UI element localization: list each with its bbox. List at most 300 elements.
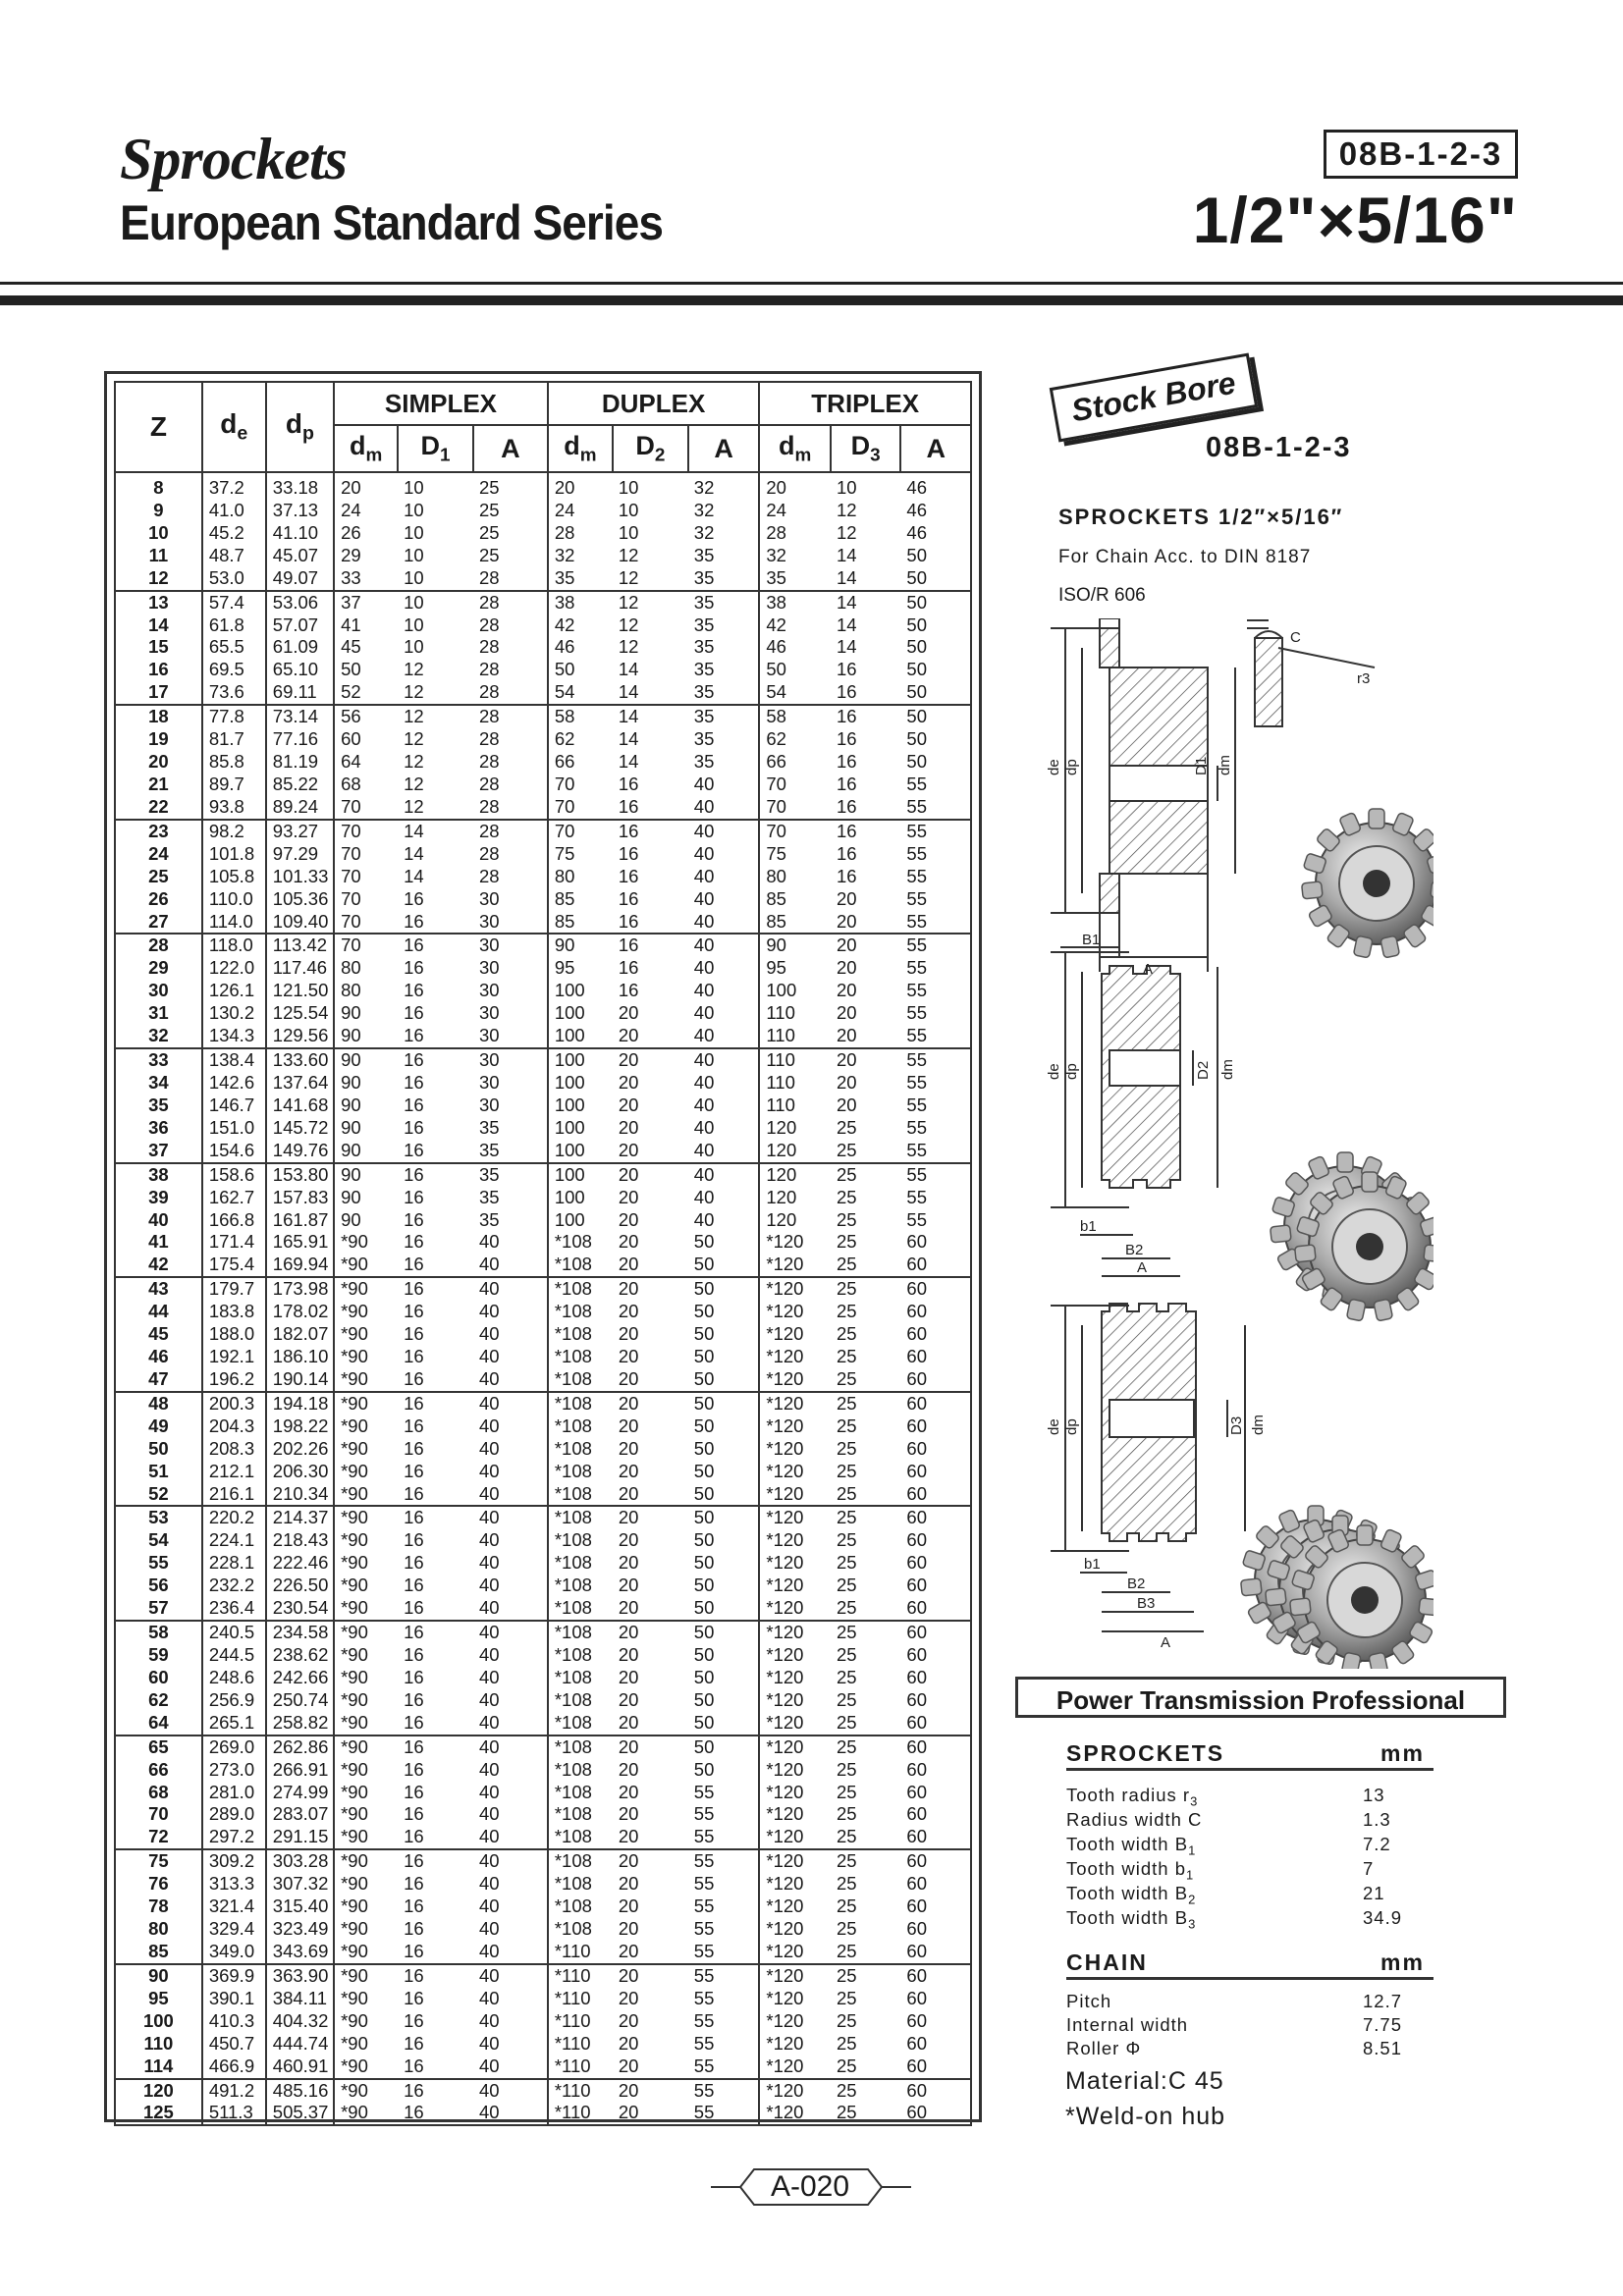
chain-properties	[1066, 1991, 1434, 2061]
sub-header-2: A	[473, 425, 548, 472]
cell: 40	[688, 980, 760, 1002]
cell: 70	[334, 820, 398, 843]
table-row	[115, 1826, 971, 1849]
cell: *120	[759, 1483, 831, 1507]
triplex-sprocket-photo	[1290, 1525, 1434, 1669]
cell: 236.4	[202, 1597, 266, 1621]
side-heading: SPROCKETS 1/2″×5/16″	[1058, 505, 1344, 529]
cell: 40	[473, 1941, 548, 1964]
cell: 60	[900, 2102, 971, 2125]
cell: *90	[334, 1461, 398, 1483]
cell: 20	[618, 2032, 639, 2054]
cell-z: 27	[115, 911, 202, 934]
cell: 60	[900, 1873, 971, 1896]
cell: 54	[759, 681, 831, 705]
cell: 12	[618, 544, 639, 565]
cell: *120	[759, 1644, 831, 1667]
cell: 25	[831, 1254, 900, 1277]
cell: 40	[473, 2102, 548, 2125]
cell: 60	[900, 1735, 971, 1759]
cell-z: 59	[115, 1644, 202, 1667]
cell: *108	[548, 1552, 613, 1575]
table-row	[115, 636, 971, 659]
cell: 35	[688, 659, 760, 681]
cell: 60	[900, 1849, 971, 1873]
cell: *120	[759, 1803, 831, 1826]
cell: 40	[473, 1438, 548, 1461]
cell: 12	[618, 636, 639, 658]
cell: 46	[900, 500, 971, 522]
cell: 323.49	[266, 1918, 334, 1941]
property-row	[1066, 1785, 1434, 1809]
cell: *90	[334, 1552, 398, 1575]
cell: 274.99	[266, 1782, 334, 1804]
table-row	[115, 1438, 971, 1461]
cell: 50	[688, 1415, 760, 1438]
cell: 40	[473, 2033, 548, 2056]
cell: *90	[334, 1918, 398, 1941]
cell: 146.7	[202, 1095, 266, 1117]
cell: 16	[398, 1025, 473, 1048]
cell: 20	[618, 1622, 639, 1643]
cell: 20	[618, 1552, 639, 1574]
cell: 202.26	[266, 1438, 334, 1461]
cell-z: 58	[115, 1621, 202, 1644]
table-row	[115, 1918, 971, 1941]
cell: 28	[473, 614, 548, 637]
cell: 100	[548, 980, 613, 1002]
cell: 50	[688, 1483, 760, 1507]
cell: *90	[334, 1323, 398, 1346]
cell: 40	[473, 1689, 548, 1712]
cell: 50	[900, 659, 971, 681]
property-name: Tooth radius $r_3$	[1066, 1785, 1199, 1809]
cell: 70	[548, 820, 613, 843]
cell: 28	[473, 591, 548, 614]
cell: 50	[688, 1597, 760, 1621]
cell: 166.8	[202, 1209, 266, 1232]
cell: 307.32	[266, 1873, 334, 1896]
cell: 258.82	[266, 1712, 334, 1735]
cell: 242.66	[266, 1667, 334, 1689]
cell: 20	[613, 2056, 688, 2079]
cell: 30	[473, 980, 548, 1002]
cell: 16	[404, 1231, 424, 1253]
cell-z: 32	[115, 1025, 202, 1048]
cell: 55	[900, 1140, 971, 1163]
cell: 41	[334, 614, 398, 637]
cell: 450.7	[202, 2033, 266, 2056]
table-row	[115, 2102, 971, 2125]
cell: 14	[618, 706, 639, 727]
cell: 35	[688, 545, 760, 567]
cell: 10	[836, 477, 857, 498]
cell-z: 44	[115, 1301, 202, 1323]
cell: 25	[836, 1163, 857, 1185]
weld-on-hub-note: *Weld-on hub	[1065, 2103, 1226, 2130]
cell: 60	[900, 1483, 971, 1507]
table-row	[115, 1941, 971, 1964]
cell: 20	[836, 980, 857, 1001]
cell-z: 38	[115, 1163, 202, 1187]
cell: 24	[334, 500, 398, 522]
cell: 50	[688, 1552, 760, 1575]
cell-z: 20	[115, 751, 202, 774]
cell: 153.80	[266, 1163, 334, 1187]
cell: 28	[473, 728, 548, 751]
cell: 40	[473, 1735, 548, 1759]
cell: 101.33	[266, 866, 334, 888]
cell: *90	[334, 1988, 398, 2010]
cell: 28	[473, 681, 548, 705]
cell: 60	[900, 1552, 971, 1575]
table-row	[115, 774, 971, 796]
cell: 40	[473, 1712, 548, 1735]
cell: 133.60	[266, 1048, 334, 1072]
property-value: 7	[1363, 1858, 1375, 1879]
cell: 50	[688, 1254, 760, 1277]
cell: *120	[759, 1941, 831, 1964]
label-dp-3: dp	[1063, 1418, 1080, 1435]
cell: 40	[688, 1025, 760, 1048]
cell: 46	[759, 636, 831, 659]
cell: 50	[688, 1323, 760, 1346]
chain-unit: mm	[1380, 1949, 1425, 1975]
label-dm-1: dm	[1217, 755, 1233, 775]
cell: 55	[900, 1095, 971, 1117]
cell-z: 36	[115, 1117, 202, 1140]
cell: 20	[618, 1803, 639, 1825]
cell: *90	[334, 1277, 398, 1301]
table-row	[115, 1117, 971, 1140]
cell-z: 80	[115, 1918, 202, 1941]
cell: 50	[900, 636, 971, 659]
cell: 16	[404, 1002, 424, 1024]
cell: 58	[548, 705, 613, 728]
cell: 20	[618, 1323, 639, 1345]
label-r3: r3	[1357, 670, 1371, 687]
cell: 151.0	[202, 1117, 266, 1140]
cell: *120	[759, 1689, 831, 1712]
cell: 35	[688, 591, 760, 614]
cell: 60	[900, 1597, 971, 1621]
cell: 50	[900, 705, 971, 728]
table-row	[115, 1483, 971, 1507]
cell: *120	[759, 1667, 831, 1689]
cell: 101.8	[202, 843, 266, 866]
table-row	[115, 934, 971, 957]
cell: 50	[900, 728, 971, 751]
cell: 20	[618, 1460, 639, 1481]
cell: *90	[334, 2102, 398, 2125]
cell: 16	[404, 1460, 424, 1481]
header-duplex: DUPLEX	[548, 382, 760, 425]
cell: 16	[404, 1758, 424, 1780]
cell: 20	[618, 1163, 639, 1185]
cell: 105.36	[266, 888, 334, 911]
table-row	[115, 1301, 971, 1323]
cell: 60	[900, 1667, 971, 1689]
page-subtitle: European Standard Series	[120, 195, 664, 250]
cell: *110	[548, 1988, 613, 2010]
cell: 20	[831, 1025, 900, 1048]
cell: 95	[759, 957, 831, 980]
table-row	[115, 1163, 971, 1187]
table-row	[115, 1552, 971, 1575]
table-row	[115, 1712, 971, 1735]
cell: 16	[404, 1392, 424, 1414]
property-name: Tooth width $b_1$	[1066, 1858, 1195, 1883]
cell-z: 37	[115, 1140, 202, 1163]
cell: 58	[759, 705, 831, 728]
cell: 55	[688, 1873, 760, 1896]
property-value: 8.51	[1363, 2038, 1403, 2058]
cell: *120	[759, 2056, 831, 2079]
cell: 46	[548, 636, 613, 659]
cell: 50	[688, 1392, 760, 1415]
cell: *108	[548, 1896, 613, 1918]
cell: 248.6	[202, 1667, 266, 1689]
cell: 53.06	[266, 591, 334, 614]
label-de-2: de	[1046, 1063, 1062, 1080]
cell: 100	[548, 1002, 613, 1025]
cell: 28	[548, 522, 613, 545]
table-row	[115, 1095, 971, 1117]
cell: 35	[473, 1187, 548, 1209]
cell: 10	[404, 636, 424, 658]
cell: 25	[836, 1392, 857, 1414]
cell: 40	[688, 1048, 760, 1072]
cell: 28	[473, 796, 548, 820]
sub-header-3: $d_m$	[548, 425, 613, 472]
cell: 16	[404, 2009, 424, 2031]
cell: 30	[473, 934, 548, 957]
cell: 55	[900, 911, 971, 934]
cell: 16	[404, 1850, 424, 1872]
cell: 173.98	[266, 1277, 334, 1301]
cell: 157.83	[266, 1187, 334, 1209]
cell: 60	[900, 1368, 971, 1392]
cell: 32	[688, 472, 760, 500]
cell: 16	[618, 842, 639, 864]
cell: 50	[688, 1712, 760, 1735]
cell-z: 26	[115, 888, 202, 911]
cell: 50	[688, 1621, 760, 1644]
cell: *110	[548, 2056, 613, 2079]
cell: 30	[473, 1072, 548, 1095]
cell: 505.37	[266, 2102, 334, 2125]
cell: 20	[618, 2079, 639, 2101]
cell: *110	[548, 2010, 613, 2033]
cell: 55	[900, 1163, 971, 1187]
cell: 16	[404, 1186, 424, 1207]
label-b1-3: b1	[1084, 1556, 1101, 1573]
sprocket-dimension-table	[114, 381, 972, 2126]
cell: *120	[759, 2102, 831, 2125]
cell: *108	[548, 1918, 613, 1941]
cell: 90	[334, 1209, 398, 1232]
cell: 20	[613, 1597, 688, 1621]
cell: 20	[618, 1688, 639, 1710]
cell: 16	[398, 1712, 473, 1735]
cell: 60	[900, 1231, 971, 1254]
cell: 60	[900, 1759, 971, 1782]
cell-z: 46	[115, 1346, 202, 1368]
cell: 218.43	[266, 1529, 334, 1552]
cell: 212.1	[202, 1461, 266, 1483]
cell: 57.4	[202, 591, 266, 614]
cell: *90	[334, 1849, 398, 1873]
cell: 16	[404, 1873, 424, 1895]
cell: *120	[759, 1918, 831, 1941]
property-row	[1066, 1858, 1434, 1883]
cell: 81.19	[266, 751, 334, 774]
cell: 60	[900, 1896, 971, 1918]
cell: 40	[473, 1301, 548, 1323]
cell: 198.22	[266, 1415, 334, 1438]
cell: 55	[900, 1117, 971, 1140]
cell: 20	[613, 1483, 688, 1507]
cell: 16	[404, 1666, 424, 1687]
cell: 85	[548, 911, 613, 934]
cell: 20	[613, 1941, 688, 1964]
cell: 40	[473, 1873, 548, 1896]
cell: 12	[404, 728, 424, 750]
cell: 60	[900, 1277, 971, 1301]
table-row	[115, 1529, 971, 1552]
cell: 20	[613, 1712, 688, 1735]
cell: *120	[759, 2010, 831, 2033]
cell-z: 31	[115, 1002, 202, 1025]
cell: 45.2	[202, 522, 266, 545]
cell: 60	[900, 2033, 971, 2056]
cell: *108	[548, 1231, 613, 1254]
series-code-box: 08B-1-2-3	[1324, 130, 1518, 179]
cell: 126.1	[202, 980, 266, 1002]
cell: 121.50	[266, 980, 334, 1002]
cell: 16	[404, 1278, 424, 1300]
cell: 55	[688, 1964, 760, 1988]
cell: 40	[688, 1187, 760, 1209]
cell: 24	[759, 500, 831, 522]
cell-z: 52	[115, 1483, 202, 1507]
cell: 186.10	[266, 1346, 334, 1368]
cell: 120	[759, 1117, 831, 1140]
cell: 40	[688, 888, 760, 911]
cell: 55	[900, 980, 971, 1002]
cell: 16	[836, 842, 857, 864]
cell: 118.0	[202, 934, 266, 957]
cell: 485.16	[266, 2079, 334, 2103]
cell: 12	[618, 614, 639, 635]
cell: 32	[548, 545, 613, 567]
label-d1: D1	[1193, 756, 1210, 775]
cell-z: 14	[115, 614, 202, 637]
property-row	[1066, 1991, 1434, 2014]
cell: 16	[836, 728, 857, 750]
label-b2-2: B2	[1125, 1242, 1144, 1258]
table-row	[115, 1346, 971, 1368]
cell: 55	[900, 1187, 971, 1209]
cell: *108	[548, 1415, 613, 1438]
cell: 12	[404, 751, 424, 773]
table-row	[115, 472, 971, 500]
property-row	[1066, 1883, 1434, 1907]
cell: 16	[398, 1140, 473, 1163]
cell: 149.76	[266, 1140, 334, 1163]
cell: 40	[473, 2056, 548, 2079]
cell: 25	[836, 1437, 857, 1459]
cell: *120	[759, 1506, 831, 1529]
cell: 40	[688, 866, 760, 888]
cell: 73.6	[202, 681, 266, 705]
table-row	[115, 1873, 971, 1896]
cell: *90	[334, 1368, 398, 1392]
cell: 80	[334, 957, 398, 980]
cell: 120	[759, 1140, 831, 1163]
cell: *90	[334, 1667, 398, 1689]
table-row	[115, 1231, 971, 1254]
cell: 113.42	[266, 934, 334, 957]
cell: 29	[334, 545, 398, 567]
cell: 89.7	[202, 774, 266, 796]
cell: 68	[334, 774, 398, 796]
cell: *120	[759, 1231, 831, 1254]
cell-z: 76	[115, 1873, 202, 1896]
cell: 28	[473, 705, 548, 728]
property-name: Radius width C	[1066, 1809, 1203, 1830]
cell: 291.15	[266, 1826, 334, 1849]
cell: 20	[618, 1231, 639, 1253]
cell: *108	[548, 1782, 613, 1804]
cell: 60	[900, 1301, 971, 1323]
cell: *90	[334, 1712, 398, 1735]
table-row	[115, 1759, 971, 1782]
table-row	[115, 1048, 971, 1072]
cell: *108	[548, 1461, 613, 1483]
cell: 100	[548, 1187, 613, 1209]
cell: *108	[548, 1575, 613, 1597]
cell: 45.07	[266, 545, 334, 567]
cell: 20	[618, 1735, 639, 1757]
table-row	[115, 545, 971, 567]
cell: 85	[759, 911, 831, 934]
cell: 16	[398, 1368, 473, 1392]
cell: 55	[900, 820, 971, 843]
cell: 40	[688, 820, 760, 843]
cell: 50	[688, 1759, 760, 1782]
cell: 165.91	[266, 1231, 334, 1254]
cell: 25	[836, 1964, 857, 1986]
cell: 25	[836, 1323, 857, 1345]
cell: 35	[688, 681, 760, 705]
cell: 40	[688, 843, 760, 866]
property-value: 21	[1363, 1883, 1385, 1903]
cell: 20	[618, 1094, 639, 1115]
cell: 20	[618, 1346, 639, 1367]
cell: 33.18	[266, 472, 334, 500]
cell: *90	[334, 2056, 398, 2079]
cell: 16	[404, 1987, 424, 2008]
cell: 20	[618, 1850, 639, 1872]
cell: 35	[548, 567, 613, 591]
cell: *120	[759, 1712, 831, 1735]
cell-z: 95	[115, 1988, 202, 2010]
cell: 54	[548, 681, 613, 705]
cell: 35	[688, 567, 760, 591]
table-row	[115, 2079, 971, 2103]
cell: *110	[548, 2033, 613, 2056]
